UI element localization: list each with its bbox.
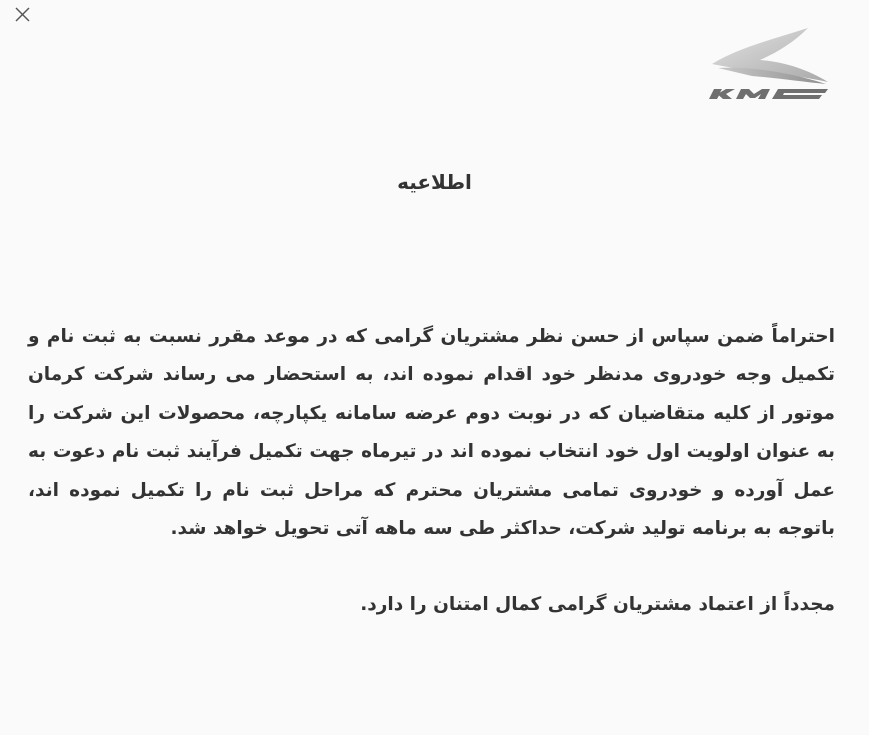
kmc-logo-icon <box>708 26 832 104</box>
close-icon[interactable] <box>13 5 33 25</box>
announcement-closing: مجدداً از اعتماد مشتریان گرامی کمال امتنان را دارد. <box>360 594 835 615</box>
announcement-body: احتراماً ضمن سپاس از حسن نظر مشتریان گرامی که در موعد مقرر نسبت به ثبت نام و تکمیل وجه خودروی مدنظر خود اقدام نموده اند، به استحضار می رساند شرکت کرمان موتور از کلیه متقاضیان که در نوبت دوم عرضه سامانه یکپارچه، محصولات این شرکت را به عنوان اولویت اول خود انتخاب نموده اند در تیرماه جهت تکمیل فرآیند ثبت نام دعوت به عمل آورده و خودروی تمامی مشتریان محترم که مراحل ثبت نام را تکمیل نموده اند، باتوجه به برنامه تولید شرکت، حداکثر طی سه ماهه آتی تحویل خواهد شد. <box>28 326 835 540</box>
announcement-title: اطلاعیه <box>397 170 472 194</box>
